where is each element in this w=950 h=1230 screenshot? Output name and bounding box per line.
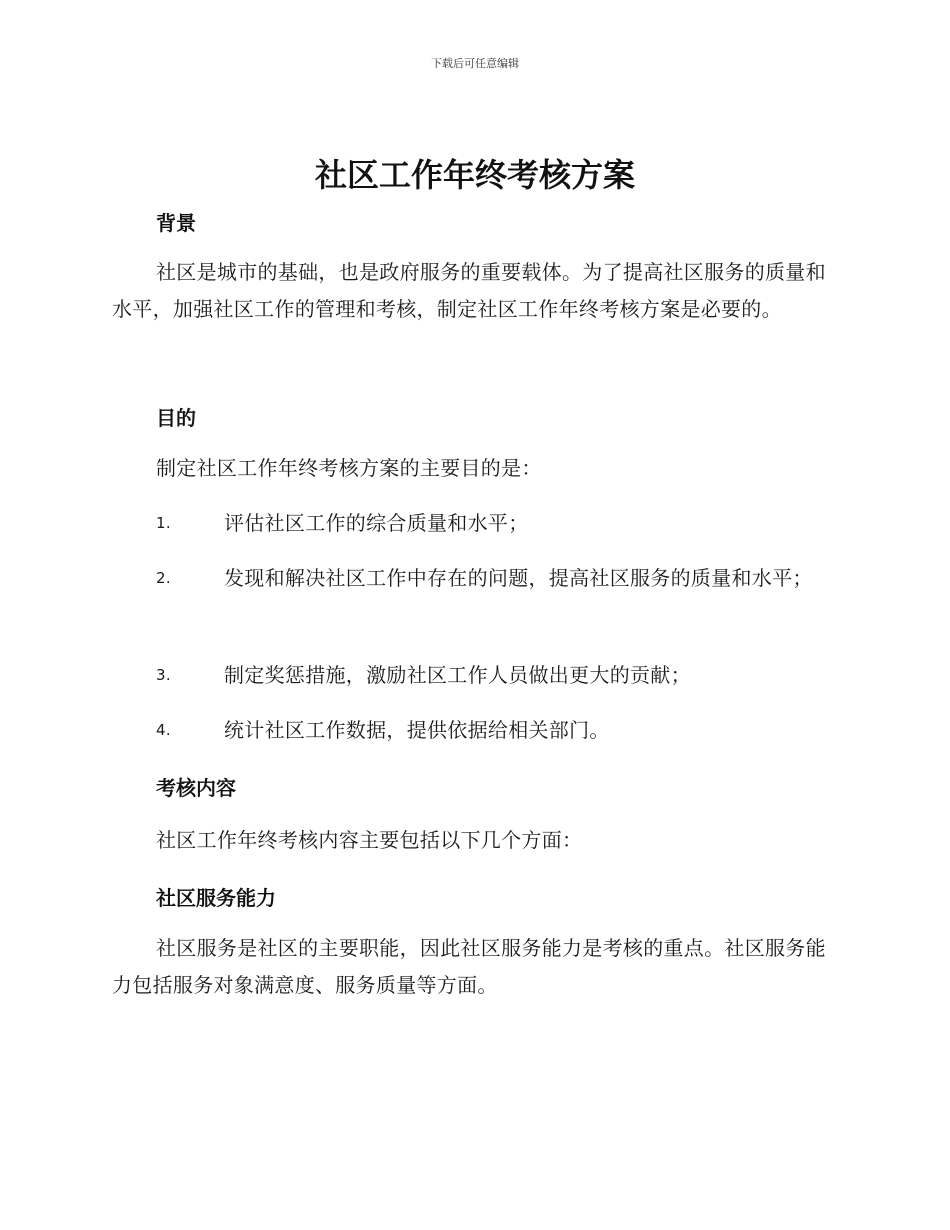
purpose-list-2 <box>112 556 832 600</box>
list-item <box>112 653 832 697</box>
list-item-number: 1. <box>156 514 171 532</box>
list-item-text: 发现和解决社区工作中存在的问题，提高社区服务的质量和水平； <box>224 566 813 590</box>
list-item <box>112 708 832 752</box>
purpose-list-4 <box>112 708 832 752</box>
purpose-list-3 <box>112 653 832 697</box>
section-service <box>112 882 832 911</box>
paragraph-background: 社区是城市的基础，也是政府服务的重要载体。为了提高社区服务的质量和水平，加强社区工作的管理和考核，制定社区工作年终考核方案是必要的。 <box>112 260 826 321</box>
section-heading-purpose: 目的 <box>156 406 196 430</box>
page-header-note: 下载后可任意编辑 <box>431 57 519 70</box>
paragraph-service: 社区服务是社区的主要职能，因此社区服务能力是考核的重点。社区服务能力包括服务对象满意度、服务质量等方面。 <box>112 936 826 997</box>
list-item-text: 评估社区工作的综合质量和水平； <box>224 511 529 535</box>
list-item-number: 2. <box>156 569 171 587</box>
section-background-body <box>112 254 832 328</box>
list-item-number: 3. <box>156 666 171 684</box>
list-item-text: 统计社区工作数据，提供依据给相关部门。 <box>224 718 610 742</box>
paragraph-purpose-intro: 制定社区工作年终考核方案的主要目的是： <box>156 456 542 480</box>
purpose-list <box>112 501 832 545</box>
section-background <box>112 207 832 236</box>
section-purpose-intro <box>112 450 832 487</box>
section-content-intro <box>112 822 832 859</box>
section-heading-content: 考核内容 <box>156 776 236 800</box>
document-title: 社区工作年终考核方案 <box>314 156 635 194</box>
section-purpose <box>112 402 832 431</box>
section-service-body <box>112 930 832 1004</box>
list-item <box>112 556 832 600</box>
section-content <box>112 772 832 801</box>
paragraph-content-intro: 社区工作年终考核内容主要包括以下几个方面： <box>156 828 583 852</box>
section-heading-background: 背景 <box>156 211 196 235</box>
list-item-number: 4. <box>156 721 171 739</box>
list-item-text: 制定奖惩措施，激励社区工作人员做出更大的贡献； <box>224 663 691 687</box>
section-heading-service: 社区服务能力 <box>156 886 276 910</box>
list-item <box>112 501 832 545</box>
